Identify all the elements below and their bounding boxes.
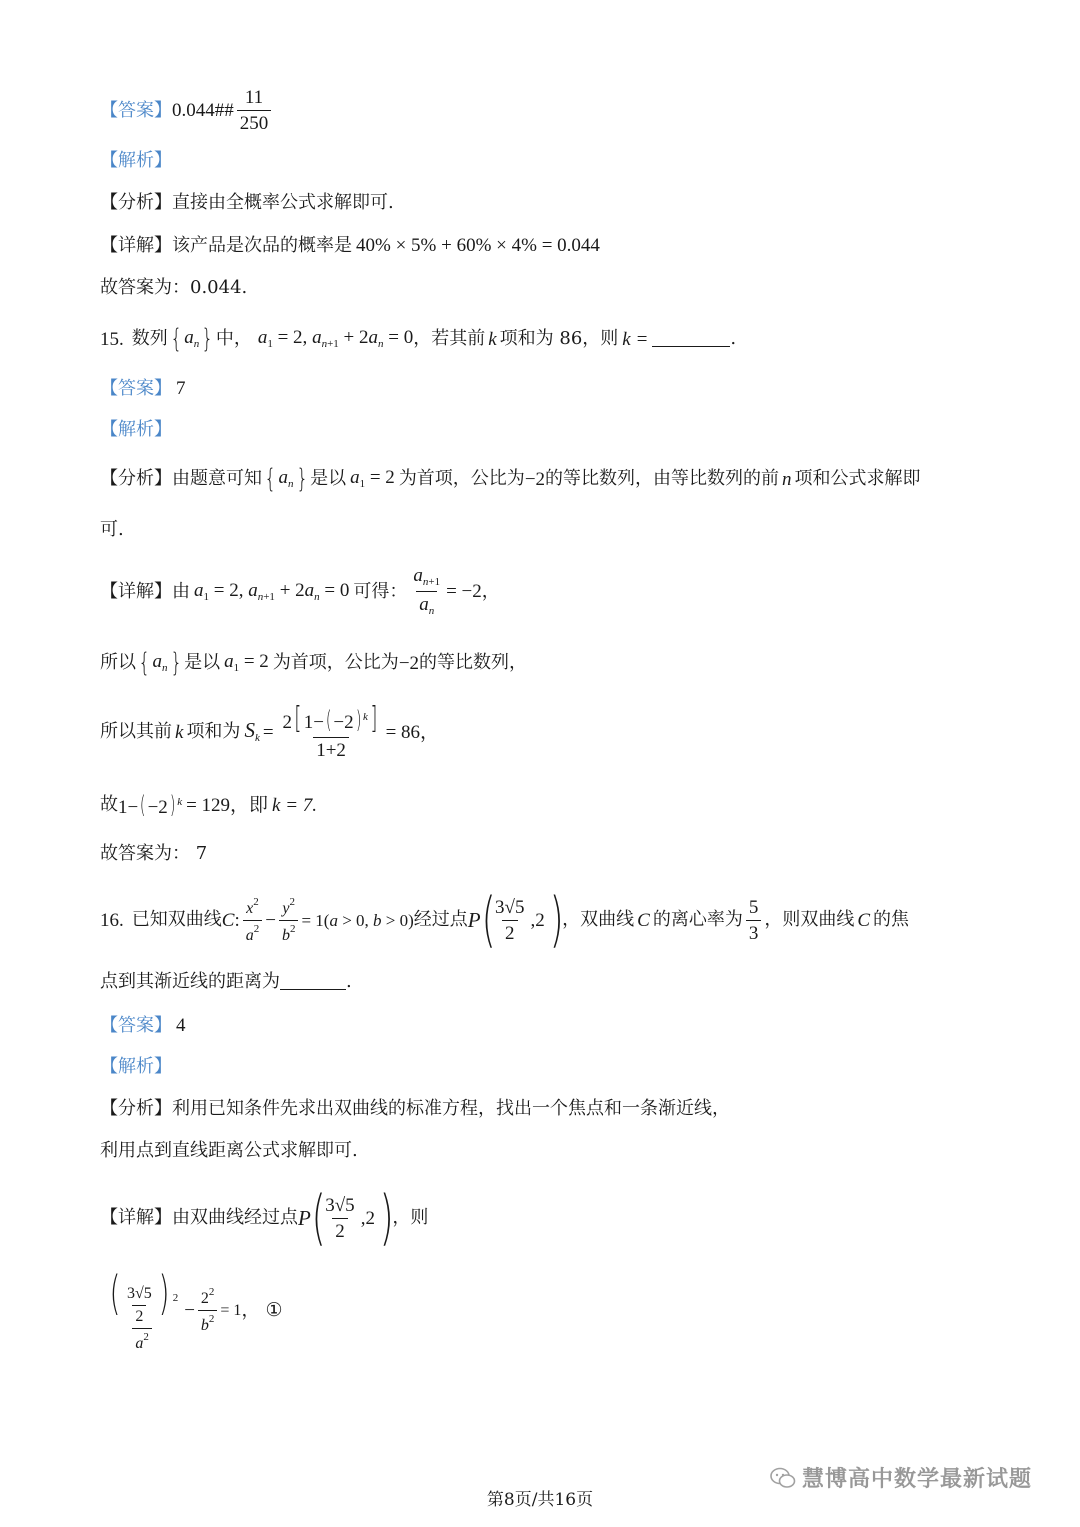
q14-xiangjie: 【详解】 该产品是次品的概率是 40% × 5% + 60% × 4% = 0.044 bbox=[100, 234, 600, 256]
q16-equation-1: ( $\frac{3√5}{2}$ ) $^2$ $a^2$ − $\frac{2^2}{b^2}$ = 1 ， ① bbox=[109, 1266, 283, 1352]
q16-stem: 16. 已知双曲线 C : $\frac{x^2}{a^2}$ − $\frac{y^2}{b^2}$ = 1(a > 0, b > 0) 经过点 P ( $\frac{3√5}{2}$ ,2 ) ，双曲线 C 的离心率为 $\frac{5}{3}$ ，则双曲线 C 的焦 bbox=[100, 885, 910, 955]
ratio-fraction: $\frac{a_{n+1}}{a_n}$ bbox=[413, 565, 441, 617]
q16-fenxi-cont: 利用点到直线距离公式求解即可. bbox=[100, 1140, 358, 1161]
wechat-icon bbox=[770, 1467, 796, 1489]
q14-fenxi: 【分析】 直接由全概率公式求解即可. bbox=[100, 192, 394, 213]
answer-value: 0.044## bbox=[172, 100, 234, 121]
watermark bbox=[770, 1462, 1032, 1493]
q15-final: 故答案为： 7 bbox=[100, 843, 208, 864]
answer-fraction: $\frac{11}{250}$ bbox=[237, 88, 272, 133]
answer-blank bbox=[652, 332, 730, 347]
q15-analysis-tag: 【解析】 bbox=[100, 419, 172, 440]
circled-one: ① bbox=[265, 1299, 283, 1322]
q15-so2: 所以其前 k 项和为 $S_k$ = $\frac{2[ 1-(-2) ^k]}{1+2}$ = 86， bbox=[100, 701, 440, 761]
recurrence-formula: $a_1 = 2$, $a_{n+1} + 2a_n = 0$ bbox=[257, 327, 414, 350]
q15-fenxi: 【分析】 由题意可知 { $a_n$ } 是以 $a_1 = 2$ 为首项，公比为 −2 的等比数列，由等比数列的前 n 项和公式求解即 bbox=[100, 464, 921, 494]
q14-answer-line bbox=[100, 88, 274, 133]
q15-gu: 故 1−(−2) $^k$ = 129，即 k = 7. bbox=[100, 791, 318, 819]
q15-xiangjie: 【详解】 由 $a_1 = 2$, $a_{n+1} + 2a_n = 0$ 可得： $\frac{a_{n+1}}{a_n}$ = −2 ， bbox=[100, 565, 500, 617]
q15-fenxi-cont: 可. bbox=[100, 519, 124, 540]
q16-xiangjie: 【详解】 由双曲线经过点 P ( $\frac{3√5}{2}$ ,2 ) ，则 bbox=[100, 1183, 429, 1253]
q15-answer: 【答案】 7 bbox=[100, 377, 186, 399]
watermark-text: 慧博高中数学最新试题 bbox=[802, 1467, 1033, 1492]
q16-answer: 【答案】 4 bbox=[100, 1014, 186, 1036]
probability-formula: 40% × 5% + 60% × 4% = 0.044 bbox=[356, 235, 600, 256]
q15-so1: 所以 { $a_n$ } 是以 $a_1 = 2$ 为首项，公比为 −2 的等比数列， bbox=[100, 648, 528, 678]
page-number-footer: 第8页/共16页 bbox=[486, 1490, 594, 1510]
answer-tag: 【答案】 bbox=[100, 99, 172, 121]
eccentricity-fraction: $\frac{5}{3}$ bbox=[746, 898, 762, 943]
answer-blank bbox=[280, 975, 346, 990]
q16-stem-cont: 点到其渐近线的距离为 . bbox=[100, 971, 352, 992]
sum-fraction: $\frac{2[ 1-(-2) ^k]}{1+2}$ bbox=[282, 701, 378, 761]
q14-analysis-tag: 【解析】 bbox=[100, 150, 172, 171]
q15-stem: 15. 数列 { $a_n$ } 中， $a_1 = 2$, $a_{n+1} + 2a_n = 0$ ，若其前 k 项和为 86，则 k = . bbox=[100, 324, 737, 354]
q16-fenxi: 【分析】 利用已知条件先求出双曲线的标准方程，找出一个焦点和一条渐近线， bbox=[100, 1098, 730, 1119]
q14-final: 故答案为：0.044. bbox=[100, 277, 248, 298]
q16-analysis-tag: 【解析】 bbox=[100, 1056, 172, 1077]
